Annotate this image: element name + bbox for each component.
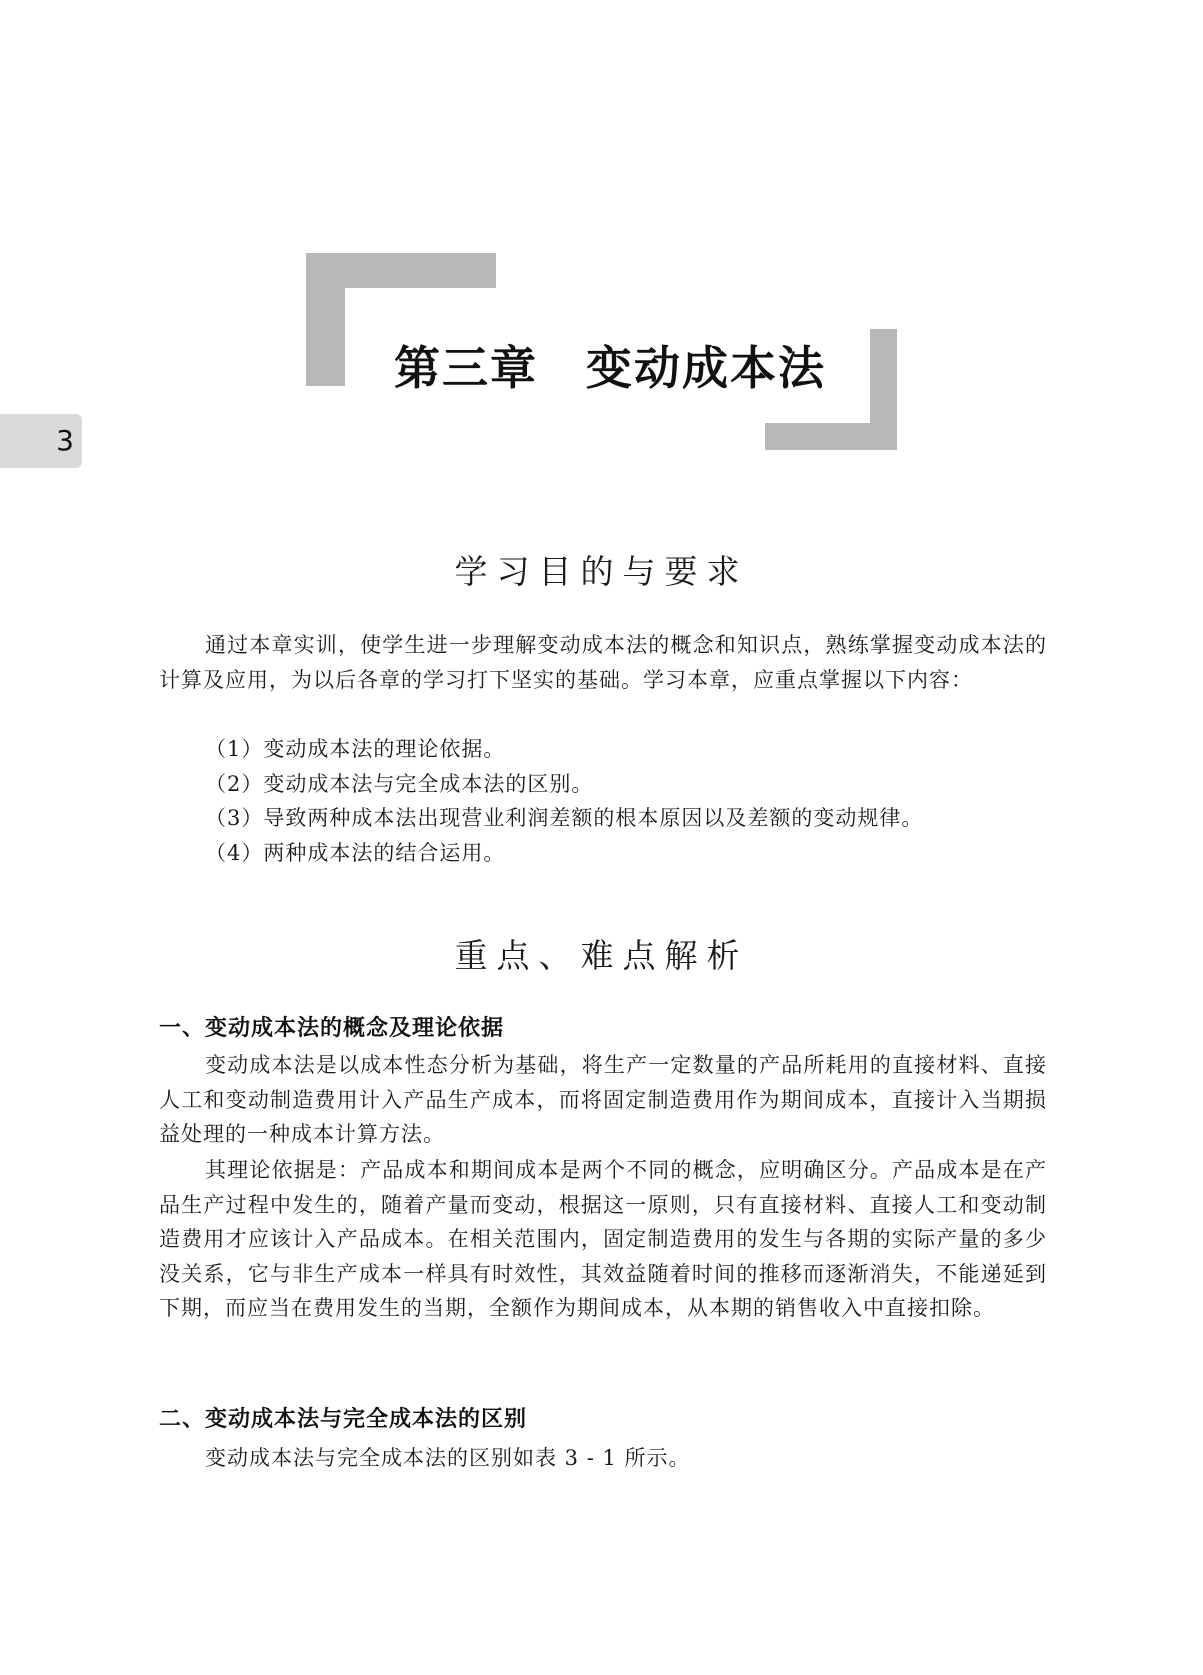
- objectives-list: [205, 732, 923, 870]
- objectives-heading: 学习目的与要求: [454, 552, 749, 591]
- section1-paragraph-2: 其理论依据是：产品成本和期间成本是两个不同的概念，应明确区分。产品成本是在产品生产过程中发生的，随着产量而变动，根据这一原则，只有直接材料、直接人工和变动制造费用才应该计入产品成本。在相关范围内，固定制造费用的发生与各期的实际产量的多少没关系，它与非生产成本一样具有时效性，其效益随着时间的推移而逐渐消失，不能递延到下期，而应当在费用发生的当期，全额作为期间成本，从本期的销售收入中直接扣除。: [159, 1158, 1047, 1320]
- title-bracket-bottom-right-horizontal: [765, 423, 897, 450]
- list-item: （4）两种成本法的结合运用。: [205, 840, 506, 865]
- section2-paragraph-1: 变动成本法与完全成本法的区别如表 3 - 1 所示。: [205, 1446, 691, 1470]
- list-item: （1）变动成本法的理论依据。: [205, 737, 506, 761]
- list-item: （3）导致两种成本法出现营业利润差额的根本原因以及差额的变动规律。: [205, 806, 924, 830]
- section1-title: 一、变动成本法的概念及理论依据: [159, 1016, 505, 1041]
- title-bracket-top-left-vertical: [306, 253, 345, 386]
- list-item: （2）变动成本法与完全成本法的区别。: [205, 771, 594, 796]
- chapter-number-tab: 3: [0, 414, 82, 468]
- analysis-heading: 重点、难点解析: [454, 936, 749, 975]
- chapter-title: 第三章 变动成本法: [394, 341, 826, 395]
- section1-paragraph-1: 变动成本法是以成本性态分析为基础，将生产一定数量的产品所耗用的直接材料、直接人工和变动制造费用计入产品生产成本，而将固定制造费用作为期间成本，直接计入当期损益处理的一种成本计算方法。: [159, 1053, 1047, 1146]
- objectives-intro: 通过本章实训，使学生进一步理解变动成本法的概念和知识点，熟练掌握变动成本法的计算及应用，为以后各章的学习打下坚实的基础。学习本章，应重点掌握以下内容：: [159, 633, 1047, 692]
- section2-title: 二、变动成本法与完全成本法的区别: [159, 1407, 528, 1432]
